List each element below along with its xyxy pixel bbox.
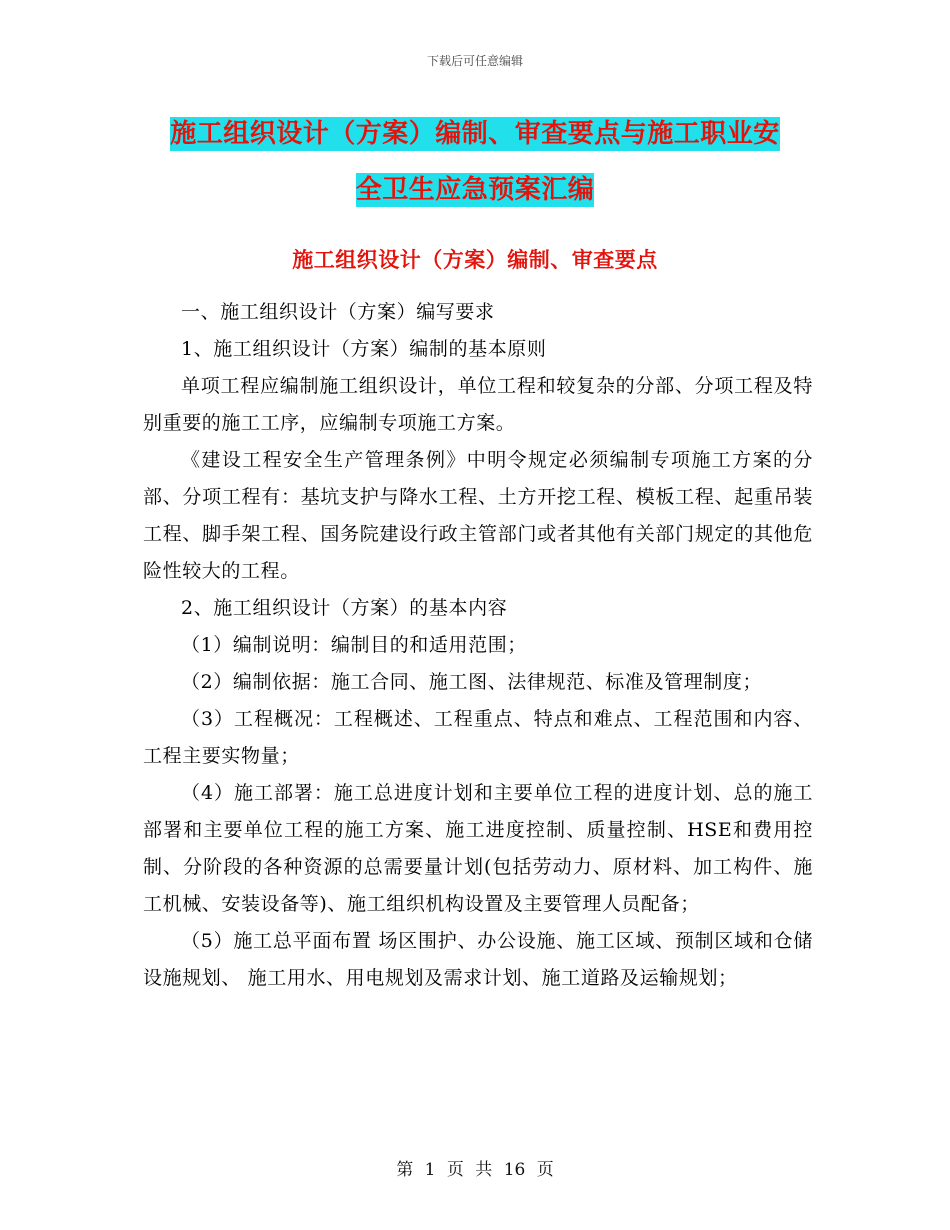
document-title	[0, 106, 950, 218]
heading-basic-content: 2、施工组织设计（方案）的基本内容	[181, 597, 508, 619]
document-title-line-1: 施工组织设计（方案）编制、审查要点与施工职业安	[170, 119, 780, 149]
document-title-line-2: 全卫生应急预案汇编	[355, 175, 595, 205]
list-item-5: （5）施工总平面布置 场区围护、办公设施、施工区域、预制区域和仓储设施规划、 施工用水、用电规划及需求计划、施工道路及运输规划；	[143, 930, 813, 989]
list-item-3: （3）工程概况：工程概述、工程重点、特点和难点、工程范围和内容、工程主要实物量；	[143, 708, 813, 767]
page-number: 第 1 页 共 16 页	[396, 1160, 554, 1180]
list-item-1: （1）编制说明：编制目的和适用范围；	[181, 634, 527, 656]
list-item-2: （2）编制依据：施工合同、施工图、法律规范、标准及管理制度；	[181, 671, 763, 693]
body-text	[143, 294, 813, 997]
list-item-4: （4）施工部署：施工总进度计划和主要单位工程的进度计划、总的施工部署和主要单位工程的施工方案、施工进度控制、质量控制、HSE和费用控制、分阶段的各种资源的总需要量计划(包括劳动力、原材料、加工构件、施工机械、安装设备等)、施工组织机构设置及主要管理人员配备；	[143, 782, 813, 915]
paragraph-principles: 单项工程应编制施工组织设计，单位工程和较复杂的分部、分项工程及特别重要的施工工序，应编制专项施工方案。	[143, 375, 813, 434]
heading-writing-requirements: 一、施工组织设计（方案）编写要求	[181, 301, 495, 323]
heading-basic-principles: 1、施工组织设计（方案）编制的基本原则	[181, 338, 547, 360]
page-header: 下载后可任意编辑	[426, 54, 523, 68]
paragraph-regulation: 《建设工程安全生产管理条例》中明令规定必须编制专项施工方案的分部、分项工程有：基坑支护与降水工程、土方开挖工程、模板工程、起重吊装工程、脚手架工程、国务院建设行政主管部门或者其他有关部门规定的其他危险性较大的工程。	[143, 449, 813, 582]
section-title: 施工组织设计（方案）编制、审查要点	[292, 248, 658, 272]
